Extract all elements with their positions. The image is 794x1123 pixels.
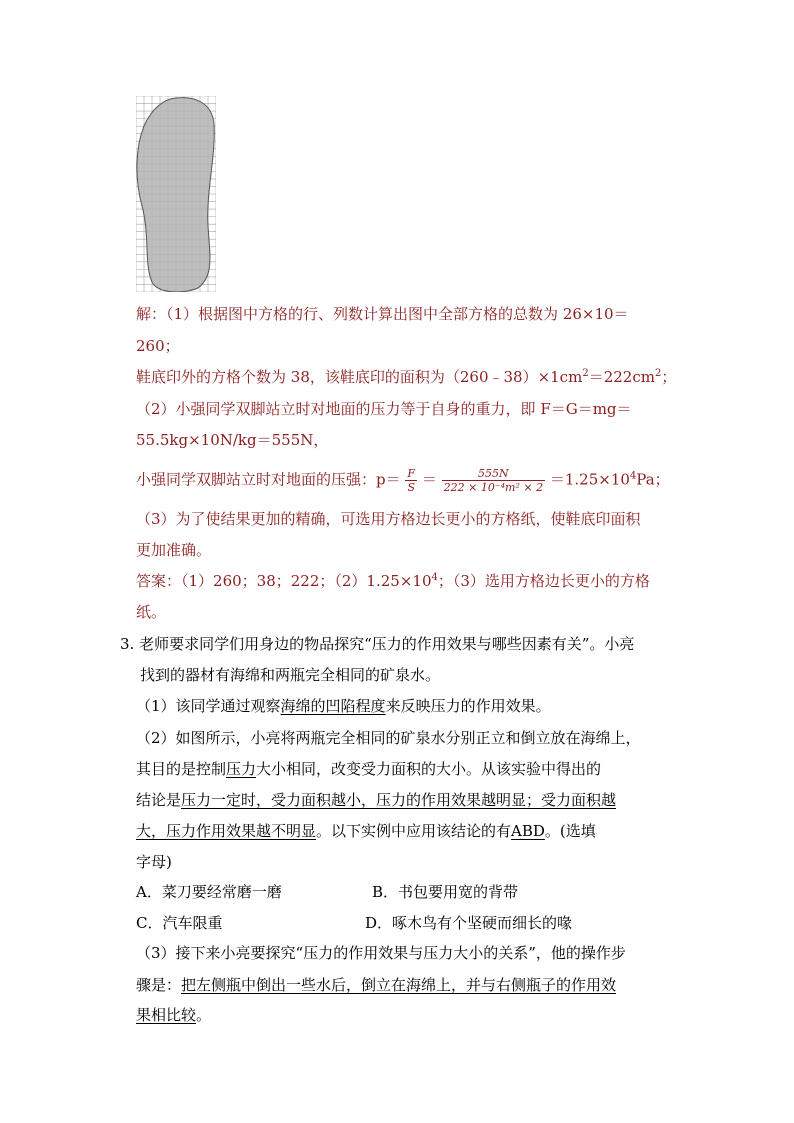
- solution-line-7: （3）为了使结果更加的精确，可选用方格边长更小的方格纸，使鞋底印面积: [136, 510, 641, 528]
- question-3-line-2: 找到的器材有海绵和两瓶完全相同的矿泉水。: [140, 666, 441, 684]
- answer-blank: 压力: [226, 760, 257, 778]
- question-3-part-2-line-3: 结论是压力一定时，受力面积越小，压力的作用效果越明显；受力面积越: [136, 791, 617, 809]
- question-3-part-2-line-5: 字母): [136, 853, 172, 871]
- option-a: A．菜刀要经常磨一磨: [136, 883, 282, 901]
- question-3-part-2-line-2: 其目的是控制压力大小相同，改变受力面积的大小。从该实验中得出的: [136, 760, 602, 778]
- answer-line-2: 纸。: [136, 603, 167, 621]
- answer-blank: 把左侧瓶中倒出一些水后，倒立在海绵上，并与右侧瓶子的作用效: [181, 976, 617, 994]
- option-c: C．汽车限重: [136, 914, 223, 932]
- question-3-part-3-line-1: （3）接下来小亮要探究“压力的作用效果与压力大小的关系”，他的操作步: [136, 944, 626, 962]
- solution-line-1: 解：（1）根据图中方格的行、列数计算出图中全部方格的总数为 26×10＝: [136, 305, 629, 323]
- question-3-line-1: 3. 老师要求同学们用身边的物品探究“压力的作用效果与哪些因素有关”。小亮: [120, 635, 635, 653]
- option-d: D．啄木鸟有个坚硬而细长的喙: [365, 914, 573, 932]
- solution-line-6-pressure-formula: 小强同学双脚站立时对地面的压强：p＝ $\frac{F}{S}$ ＝ $\frac{555N}{\text{222 × 10⁻⁴m² × 2}}$ $=1.25\times 10^4Pa$；: [136, 467, 670, 494]
- solution-line-4: （2）小强同学双脚站立时对地面的压力等于自身的重力，即 F＝G＝mg＝: [136, 400, 632, 418]
- question-3-part-3-line-3: 果相比较。: [136, 1006, 212, 1024]
- question-3-part-1: （1）该同学通过观察海绵的凹陷程度来反映压力的作用效果。: [136, 697, 551, 715]
- question-3-part-2-line-1: （2）如图所示，小亮将两瓶完全相同的矿泉水分别正立和倒立放在海绵上，: [136, 729, 641, 747]
- fraction-numeric: $\frac{555N}{\text{222 × 10⁻⁴m² × 2}}$: [443, 467, 544, 494]
- answer-blank: 压力一定时，受力面积越小，压力的作用效果越明显；受力面积越: [181, 791, 617, 809]
- answer-blank: 果相比较: [136, 1006, 197, 1024]
- shoe-print-grid-figure: [136, 96, 216, 292]
- fraction-f-over-s: $\frac{F}{S}$: [407, 467, 416, 494]
- answer-line-1: 答案：（1）260；38；222；$(2)1.25\times 10^4$；（3）选用方格边长更小的方格: [136, 572, 650, 590]
- answer-blank: ABD: [511, 822, 545, 840]
- question-3-part-2-line-4: 大，压力作用效果越不明显。以下实例中应用该结论的有ABD。(选填: [136, 822, 596, 840]
- solution-line-5: 55.5kg×10N/kg＝555N，: [136, 431, 329, 449]
- shoe-sole-outline: [137, 98, 214, 292]
- solution-line-3: 鞋底印外的方格个数为 38，该鞋底印的面积为$(260﹣38)\times 1cm^2=222cm^2$；: [136, 368, 677, 386]
- solution-line-2: 260；: [136, 337, 180, 355]
- answer-blank: 大，压力作用效果越不明显: [136, 822, 317, 840]
- solution-line-8: 更加准确。: [136, 541, 212, 559]
- question-3-part-3-line-2: 骤是：把左侧瓶中倒出一些水后，倒立在海绵上，并与右侧瓶子的作用效: [136, 976, 617, 994]
- answer-blank: 海绵的凹陷程度: [280, 697, 386, 715]
- option-b: B．书包要用宽的背带: [372, 883, 519, 901]
